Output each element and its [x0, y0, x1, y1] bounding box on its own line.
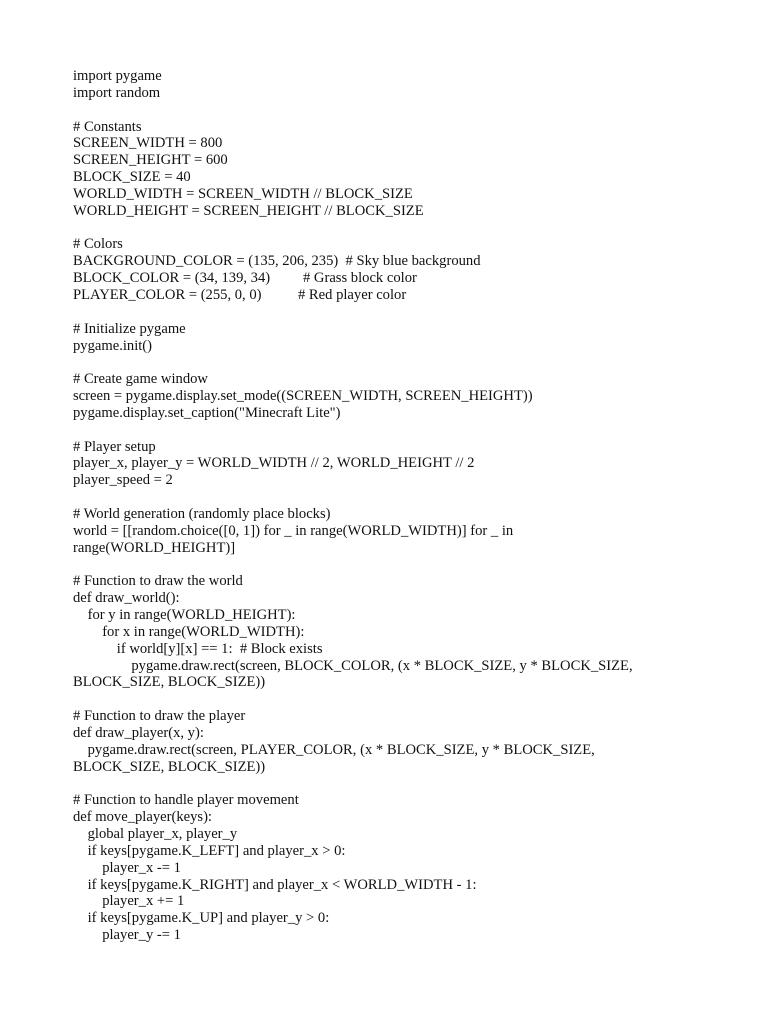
code-line [73, 220, 713, 237]
code-line [73, 102, 713, 119]
code-line: SCREEN_WIDTH = 800 [73, 135, 223, 152]
code-line: WORLD_WIDTH = SCREEN_WIDTH // BLOCK_SIZE [73, 185, 413, 202]
code-line: screen = pygame.display.set_mode((SCREEN_WIDTH, SCREEN_HEIGHT)) [73, 388, 533, 405]
code-line: for y in range(WORLD_HEIGHT): [73, 607, 296, 623]
code-line: # Function to draw the player [73, 708, 246, 725]
code-line: SCREEN_HEIGHT = 600 [73, 152, 228, 169]
code-line: if world[y][x] == 1: # Block exists [73, 640, 323, 657]
code-line: PLAYER_COLOR = (255, 0, 0) # Red player color [73, 286, 407, 303]
code-line: # World generation (randomly place blocks) [73, 505, 331, 522]
code-line: BACKGROUND_COLOR = (135, 206, 235) # Sky blue background [73, 253, 481, 270]
code-line: world = [[random.choice([0, 1]) for _ in range(WORLD_WIDTH)] for _ in [73, 522, 514, 539]
code-line: pygame.init() [73, 337, 153, 354]
code-line: def draw_world(): [73, 590, 180, 607]
code-line: if keys[pygame.K_UP] and player_y > 0: [73, 910, 330, 927]
code-line: # Function to draw the world [73, 573, 243, 590]
code-line: # Player setup [73, 438, 156, 455]
code-line [73, 304, 713, 321]
code-line: if keys[pygame.K_RIGHT] and player_x < WORLD_WIDTH - 1: [73, 876, 477, 893]
code-line: global player_x, player_y [73, 825, 238, 842]
code-line: def draw_player(x, y): [73, 724, 204, 741]
code-line [73, 422, 713, 439]
code-line: player_x -= 1 [73, 859, 181, 876]
code-line [73, 556, 713, 573]
code-line: WORLD_HEIGHT = SCREEN_HEIGHT // BLOCK_SIZE [73, 202, 424, 219]
code-line: # Create game window [73, 371, 208, 388]
code-line: player_x, player_y = WORLD_WIDTH // 2, WORLD_HEIGHT // 2 [73, 455, 475, 472]
code-line: pygame.draw.rect(screen, PLAYER_COLOR, (x * BLOCK_SIZE, y * BLOCK_SIZE, [73, 741, 595, 758]
code-line: BLOCK_SIZE, BLOCK_SIZE)) [73, 674, 266, 691]
code-line: BLOCK_SIZE, BLOCK_SIZE)) [73, 758, 266, 775]
code-line: player_x += 1 [73, 893, 185, 910]
code-line [73, 354, 713, 371]
code-line: # Initialize pygame [73, 320, 186, 337]
code-line: import random [73, 84, 161, 101]
code-line: import pygame [73, 68, 162, 84]
code-line: BLOCK_COLOR = (34, 139, 34) # Grass block color [73, 270, 417, 287]
code-line: BLOCK_SIZE = 40 [73, 169, 191, 186]
code-line: pygame.display.set_caption("Minecraft Lite") [73, 404, 341, 421]
code-line: if keys[pygame.K_LEFT] and player_x > 0: [73, 842, 346, 859]
code-line: # Constants [73, 118, 142, 135]
code-listing [73, 68, 713, 944]
code-line: for x in range(WORLD_WIDTH): [73, 623, 305, 640]
code-line [73, 691, 713, 708]
code-line: # Colors [73, 236, 123, 253]
code-line: player_y -= 1 [73, 927, 181, 944]
code-line [73, 489, 713, 506]
code-line: range(WORLD_HEIGHT)] [73, 539, 236, 556]
code-line: player_speed = 2 [73, 472, 173, 489]
code-line: def move_player(keys): [73, 809, 212, 826]
code-line [73, 775, 713, 792]
code-line: pygame.draw.rect(screen, BLOCK_COLOR, (x * BLOCK_SIZE, y * BLOCK_SIZE, [73, 657, 633, 674]
code-line: # Function to handle player movement [73, 792, 299, 809]
